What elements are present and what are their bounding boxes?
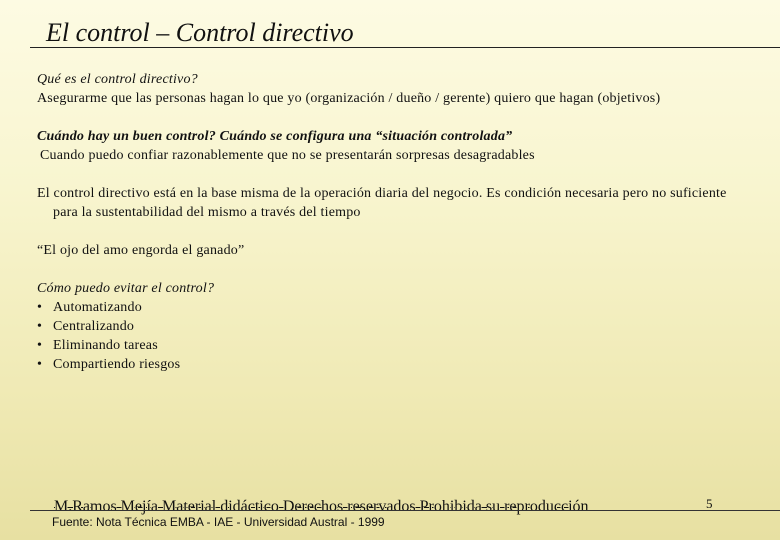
footer-credit: M.Ramos Mejía Material didáctico Derechos reservados Prohibida su reproducción: [54, 498, 589, 515]
proverb-quote: “El ojo del amo engorda el ganado”: [37, 243, 245, 258]
good-control-question: Cuándo hay un buen control? Cuándo se configura una “situación controlada”: [37, 129, 513, 144]
list-item-label: Eliminando tareas: [53, 338, 158, 353]
footer-source: Fuente: Nota Técnica EMBA - IAE - Universidad Austral - 1999: [52, 515, 385, 529]
spacer: [37, 165, 747, 184]
list-item: [37, 355, 747, 374]
definition-question: Qué es el control directivo?: [37, 72, 198, 87]
bullet-icon: •: [37, 357, 43, 372]
bullet-icon: •: [37, 300, 43, 315]
spacer: [37, 260, 747, 279]
footer-divider: [30, 510, 780, 511]
avoid-control-question: Cómo puedo evitar el control?: [37, 281, 215, 296]
slide-body: [37, 70, 747, 374]
good-control-answer: Cuando puedo confiar razonablemente que no se presentarán sorpresas desagradables: [40, 148, 535, 163]
bullet-icon: •: [37, 319, 43, 334]
slide-title: El control – Control directivo: [46, 18, 354, 47]
title-underline: [30, 47, 780, 48]
basis-paragraph: El control directivo está en la base misma de la operación diaria del negocio. Es condición necesaria pero no suficiente para la sustentabilidad del mismo a través del tiempo: [37, 186, 727, 220]
list-item-label: Centralizando: [53, 319, 135, 334]
list-item: [37, 298, 747, 317]
spacer: [37, 222, 747, 241]
list-item-label: Compartiendo riesgos: [53, 357, 181, 372]
list-item-label: Automatizando: [53, 300, 142, 315]
avoid-control-list: [37, 298, 747, 374]
list-item: [37, 336, 747, 355]
list-item: [37, 317, 747, 336]
page-number: 5: [706, 496, 713, 511]
bullet-icon: •: [37, 338, 43, 353]
definition-answer: Asegurarme que las personas hagan lo que yo (organización / dueño / gerente) quiero que hagan (objetivos): [37, 91, 661, 106]
spacer: [37, 108, 747, 127]
